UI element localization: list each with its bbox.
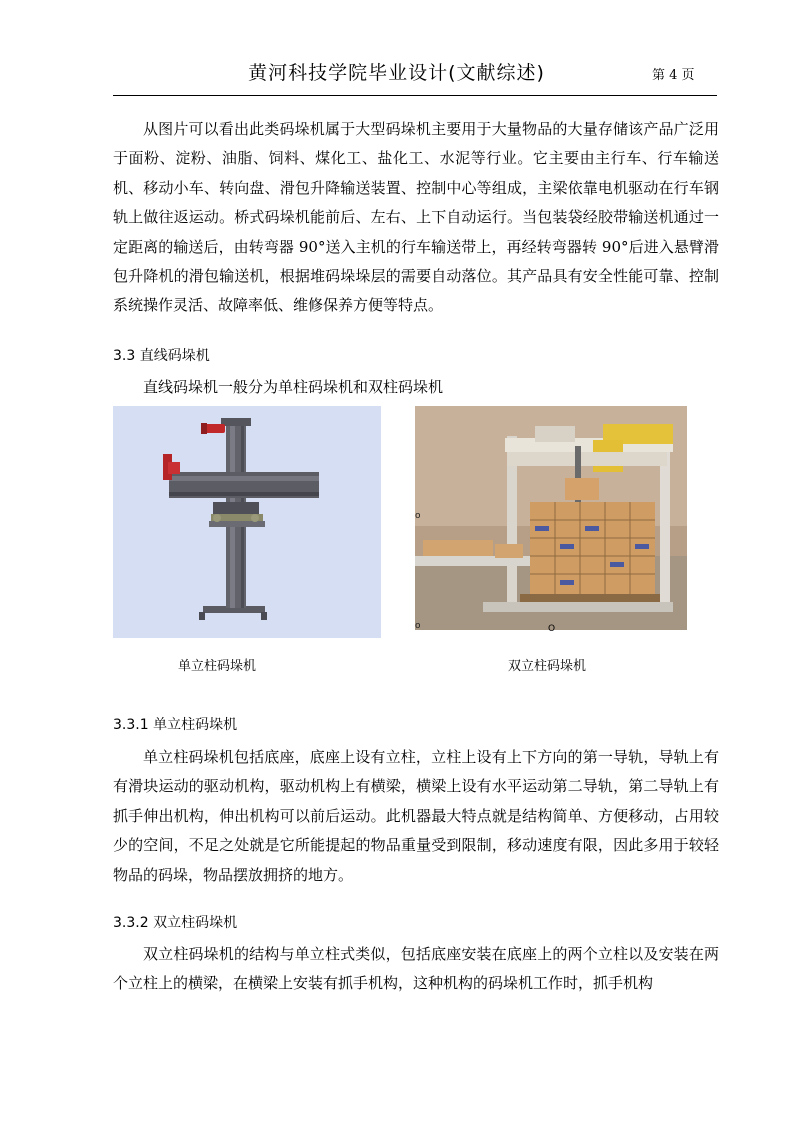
caption-single-column: 单立柱码垛机 <box>178 659 257 674</box>
section-heading-3-3: 3.3 直线码垛机 <box>113 348 210 364</box>
paragraph-bridge-palletizer: 从图片可以看出此类码垛机属于大型码垛机主要用于大量物品的大量存储该产品广泛用于面粉、淀粉、油脂、饲料、煤化工、盐化工、水泥等行业。它主要由主行车、行车输送机、移动小车、转向盘、滑包升降输送装置、控制中心等组成，主梁依靠电机驱动在行车钢轨上做往返运动。桥式码垛机能前后、左右、上下自动运行。当包装袋经胶带输送机通过一定距离的输送后，由转弯器 90°送入主机的行车输送带上，再经转弯器转 90°后进入悬臂滑包升降机的滑包输送机，根据堆码垛垛层的需要自动落位。其产品具有安全性能可靠、控制系统操作灵活、故障率低、维修保养方便等特点。 <box>113 120 719 315</box>
photo-mark-o-2: o <box>415 621 421 630</box>
photo-mark-o-1: o <box>415 511 421 521</box>
page-number: 第 4 页 <box>652 68 695 83</box>
paragraph-linear-intro: 直线码垛机一般分为单柱码垛机和双柱码垛机 <box>143 378 444 396</box>
paragraph-single-column: 单立柱码垛机包括底座，底座上设有立柱，立柱上设有上下方向的第一导轨，导轨上有有滑块运动的驱动机构，驱动机构上有横梁，横梁上设有水平运动第二导轨，第二导轨上有抓手伸出机构，伸出机构可以前后运动。此机器最大特点就是结构简单、方便移动，占用较少的空间，不足之处就是它所能提起的物品重量受到限制，移动速度有限，因此多用于较轻物品的码垛，物品摆放拥挤的地方。 <box>113 748 719 884</box>
page-header-title: 黄河科技学院毕业设计(文献综述) <box>248 62 545 84</box>
section-heading-3-3-2: 3.3.2 双立柱码垛机 <box>113 915 238 931</box>
caption-double-column: 双立柱码垛机 <box>508 659 587 674</box>
figure-double-column-palletizer <box>415 406 687 630</box>
paragraph-double-column: 双立柱码垛机的结构与单立柱式类似，包括底座安装在底座上的两个立柱以及安装在两个立柱上的横梁，在横梁上安装有抓手机构，这种机构的码垛机工作时，抓手机构 <box>113 945 719 993</box>
figure-single-column-palletizer <box>113 406 381 638</box>
photo-mark-o-3: O <box>548 624 556 634</box>
header-divider <box>113 95 717 96</box>
section-heading-3-3-1: 3.3.1 单立柱码垛机 <box>113 717 238 733</box>
